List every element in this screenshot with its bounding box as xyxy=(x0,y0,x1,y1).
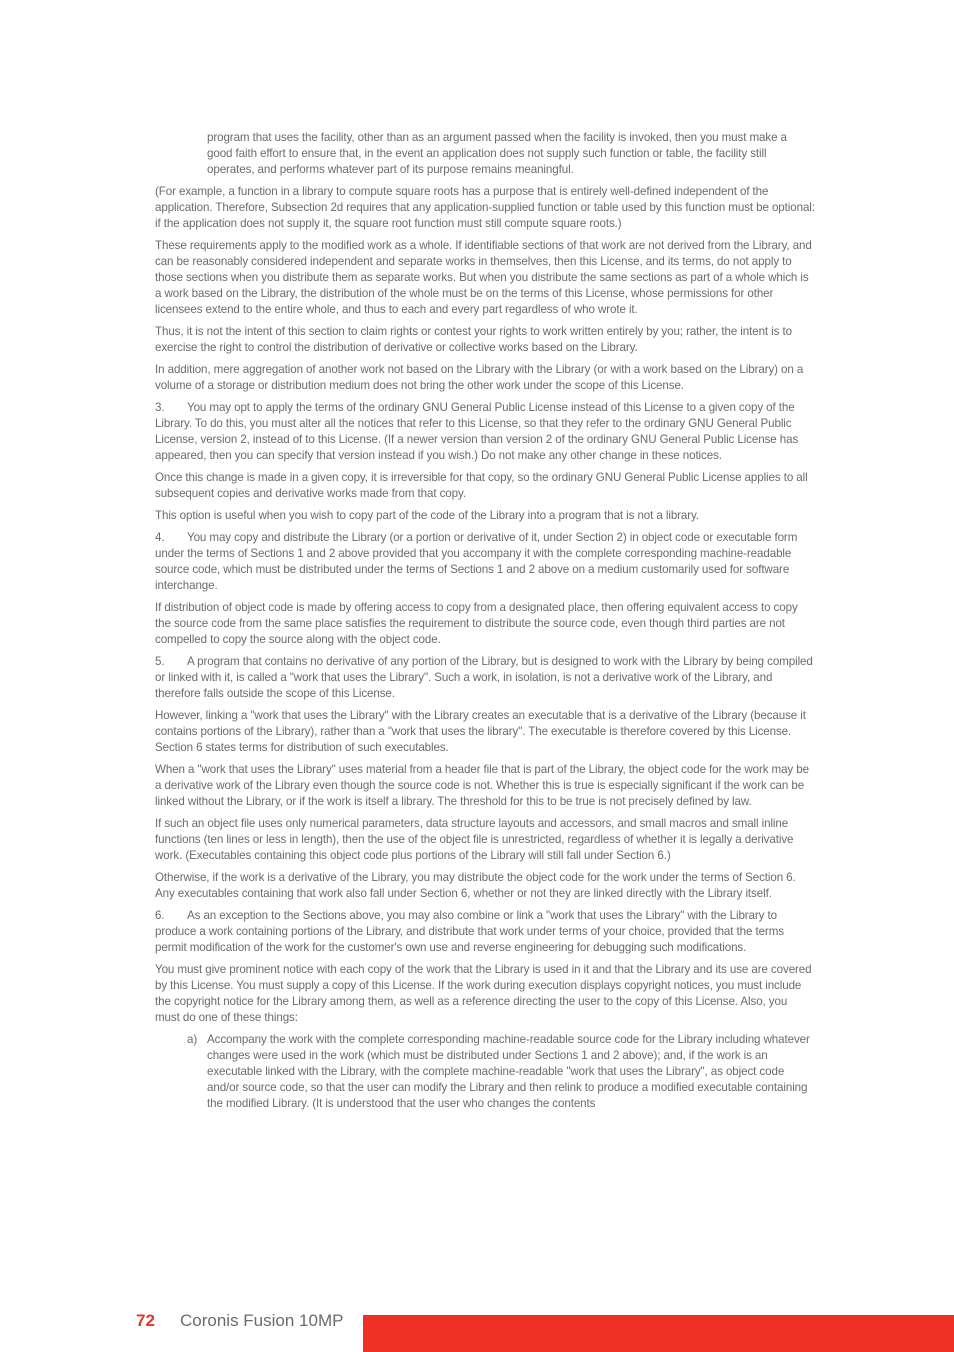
numbered-section xyxy=(155,908,815,956)
footer-title: Coronis Fusion 10MP xyxy=(180,1311,344,1330)
paragraph: These requirements apply to the modified work as a whole. If identifiable sections of that work are not derived from the Library, and can be reasonably considered independent and separate works in themselves, then this License, and its terms, do not apply to those sections when you distribute them as separate works. But when you distribute the same sections as part of a whole which is a work based on the Library, the distribution of the whole must be on the terms of this License, whose permissions for other licensees extend to the entire whole, and thus to each and every part regardless of who wrote it. xyxy=(155,239,812,316)
numbered-section xyxy=(155,654,815,702)
section-text: You may copy and distribute the Library (or a portion or derivative of it, under Section 2) in object code or executable form under the terms of Sections 1 and 2 above provided that you accompany it with the complete corresponding machine-readable source code, which must be distributed under the terms of Sections 1 and 2 above on a medium customarily used for software interchange. xyxy=(155,531,798,592)
paragraph: If such an object file uses only numerical parameters, data structure layouts and accessors, and small macros and small inline functions (ten lines or less in length), then the use of the object file is unrestricted, regardless of whether it is legally a derivative work. (Executables containing this object code plus portions of the Library will still fall under Section 6.) xyxy=(155,817,794,862)
section-number: 6. xyxy=(155,909,165,922)
paragraph: (For example, a function in a library to compute square roots has a purpose that is entirely well-defined independent of the application. Therefore, Subsection 2d requires that any application-supplied function or table used by this function must be optional: if the application does not supply it, the square root function must still compute square roots.) xyxy=(155,185,815,230)
paragraph: When a "work that uses the Library" uses material from a header file that is part of the Library, the object code for the work may be a derivative work of the Library even though the source code is not. Whether this is true is especially significant if the work can be linked without the Library, or if the work is itself a library. The threshold for this to be true is not precisely defined by law. xyxy=(155,763,809,808)
paragraph: You must give prominent notice with each copy of the work that the Library is used in it and that the Library and its use are covered by this License. You must supply a copy of this License. If the work during execution displays copyright notices, you must include the copyright notice for the Library among them, as well as a reference directing the user to the copy of this License. Also, you must do one of these things: xyxy=(155,963,812,1024)
list-item-text: Accompany the work with the complete corresponding machine-readable source code for the Library including whatever changes were used in the work (which must be distributed under Sections 1 and 2 above); and, if the work is an executable linked with the Library, with the complete machine-readable "work that uses the Library", as object code and/or source code, so that the user can modify the Library and then relink to produce a modified executable containing the modified Library. (It is understood that the user who changes the contents xyxy=(207,1033,810,1110)
numbered-section xyxy=(155,530,815,594)
indented-paragraph: program that uses the facility, other than as an argument passed when the facility is invoked, then you must make a good faith effort to ensure that, in the event an application does not supply such function or table, the facility still operates, and performs whatever part of its purpose remains meaningful. xyxy=(207,131,787,176)
paragraph: In addition, mere aggregation of another work not based on the Library with the Library (or with a work based on the Library) on a volume of a storage or distribution medium does not bring the other work under the scope of this License. xyxy=(155,363,804,392)
paragraph: This option is useful when you wish to copy part of the code of the Library into a program that is not a library. xyxy=(155,509,699,522)
section-text: You may opt to apply the terms of the ordinary GNU General Public License instead of this License to a given copy of the Library. To do this, you must alter all the notices that refer to this License, so that they refer to the ordinary GNU General Public License, version 2, instead of to this License. (If a newer version than version 2 of the ordinary GNU General Public License has appeared, then you can specify that version instead if you wish.) Do not make any other change in these notices. xyxy=(155,401,799,462)
list-marker: a) xyxy=(187,1033,198,1046)
paragraph: If distribution of object code is made by offering access to copy from a designated place, then offering equivalent access to copy the source code from the same place satisfies the requirement to distribute the source code, even though third parties are not compelled to copy the source along with the object code. xyxy=(155,601,798,646)
section-number: 5. xyxy=(155,655,165,668)
paragraph: However, linking a "work that uses the Library" with the Library creates an executable that is a derivative of the Library (because it contains portions of the Library), rather than a "work that uses the library". The executable is therefore covered by this License. Section 6 states terms for distribution of such executables. xyxy=(155,709,806,754)
list-item xyxy=(187,1032,815,1112)
section-number: 4. xyxy=(155,531,165,544)
paragraph: Otherwise, if the work is a derivative of the Library, you may distribute the object code for the work under the terms of Section 6. Any executables containing that work also fall under Section 6, whether or not they are linked directly with the Library itself. xyxy=(155,871,796,900)
document-body xyxy=(155,130,815,1112)
section-text: As an exception to the Sections above, you may also combine or link a "work that uses the Library" with the Library to produce a work containing portions of the Library, and distribute that work under terms of your choice, provided that the terms permit modification of the work for the customer's own use and reverse engineering for debugging such modifications. xyxy=(155,909,784,954)
section-text: A program that contains no derivative of any portion of the Library, but is designed to work with the Library by being compiled or linked with it, is called a "work that uses the Library". Such a work, in isolation, is not a derivative work of the Library, and therefore falls outside the scope of this License. xyxy=(155,655,813,700)
section-number: 3. xyxy=(155,401,165,414)
paragraph: Thus, it is not the intent of this section to claim rights or contest your rights to work written entirely by you; rather, the intent is to exercise the right to control the distribution of derivative or collective works based on the Library. xyxy=(155,325,792,354)
numbered-section xyxy=(155,400,815,464)
page-number: 72 xyxy=(136,1311,155,1330)
footer-accent-bar xyxy=(363,1315,954,1352)
paragraph: Once this change is made in a given copy, it is irreversible for that copy, so the ordinary GNU General Public License applies to all subsequent copies and derivative works made from that copy. xyxy=(155,471,808,500)
